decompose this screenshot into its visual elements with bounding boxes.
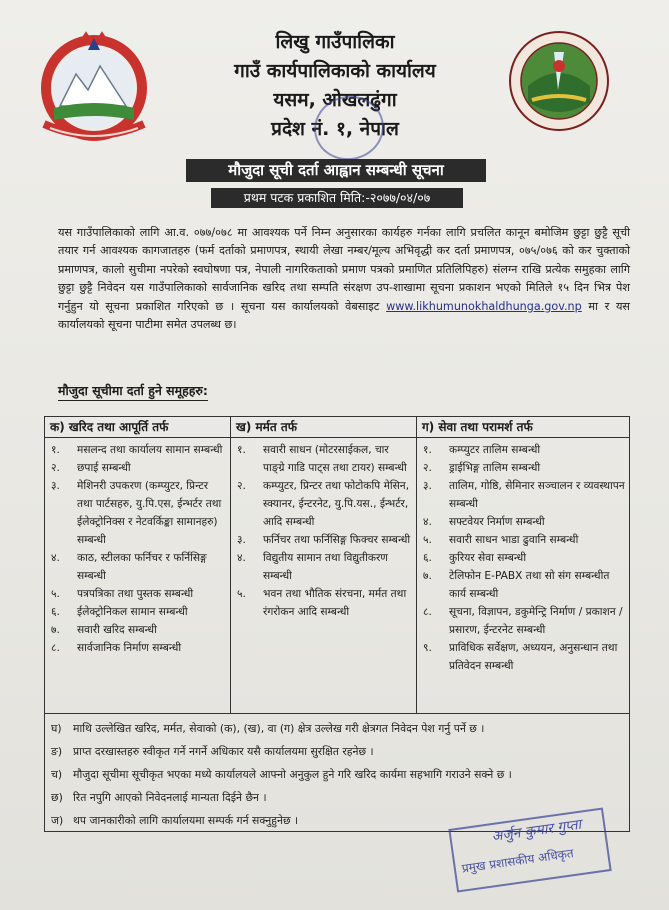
list-item [49,621,226,639]
list-item [49,549,226,585]
list-item [235,549,412,585]
list-item [235,441,412,477]
item-number: ४. [423,516,432,528]
item-text: विद्युतीय सामान तथा विद्युतीकरण सम्बन्धी [263,552,388,582]
list-item [421,459,625,477]
note-text: मौजुदा सूचीमा सूचीकृत भएका मध्ये कार्यालयले आफ्नो अनुकुल हुने गरि खरिद कार्यमा सहभागि गराउने सक्ने छ । [73,768,512,781]
note-label: घ) [51,722,62,735]
signatory-name: अर्जुन कुमार गुप्ता [490,816,583,846]
item-number: ५. [51,588,60,600]
column-services [417,417,629,713]
notice-body [58,224,630,334]
publish-date: प्रथम पटक प्रकाशित मिति:-२०७७/०४/०७ [211,188,463,208]
item-number: ९. [423,642,432,654]
note-label: च) [51,768,63,781]
item-list [231,438,416,621]
body-text-end: मा र यस कार्यालयको सूचना पाटीमा समेत उपलब्ध छ। [58,299,630,332]
note-label: ज) [51,814,64,827]
note-row [45,740,629,763]
item-text: कम्प्युटर, प्रिन्टर तथा फोटोकपि मेसिन, स्क्यानर, ईन्टरनेट, यु.पि.यस., ईन्भर्टर, आदि सम्बन्धी [263,480,410,528]
item-list [45,438,230,657]
note-text: प्राप्त दरखास्तहरु स्वीकृत गर्ने नगर्ने अधिकार यसै कार्यालयमा सुरक्षित रहनेछ । [73,745,374,758]
note-text: रित नपुगि आएको निवेदनलाई मान्यता दिईने छैन । [73,791,267,804]
item-text: भवन तथा भौतिक संरचना, मर्मत तथा रंगरोकन आदि सम्बन्धी [263,588,407,618]
item-text: ड्राईभिङ्ग तालिम सम्बन्धी [449,462,541,474]
list-item [235,531,412,549]
note-row [45,717,629,740]
item-text: मसलन्द तथा कार्यालय सामान सम्बन्धी [77,444,223,456]
note-text: माथि उल्लेखित खरिद, मर्मत, सेवाको (क), (ख), वा (ग) क्षेत्र उल्लेख गरी क्षेत्रगत निवेदन पेश गर्नु पर्ने छ । [73,722,485,735]
list-item [421,567,625,603]
item-list [417,438,629,675]
list-item [235,477,412,531]
column-procurement [45,417,231,713]
item-number: २. [237,480,246,492]
item-text: सफ्टवेयर निर्माण सम्बन्धी [449,516,545,528]
item-text: कम्प्युटर तालिम सम्बन्धी [449,444,541,456]
item-number: ५. [423,534,432,546]
note-row [45,763,629,786]
list-item [421,639,625,675]
note-label: ङ) [51,745,63,758]
item-text: पत्रपत्रिका तथा पुस्तक सम्बन्धी [77,588,194,600]
column-heading: ख) मर्मत तर्फ [231,417,416,438]
item-text: सार्वजानिक निर्माण सम्बन्धी [77,642,182,654]
notice-title-text: मौजुदा सूची दर्ता आह्वान सम्बन्धी सूचना [228,161,444,179]
item-text: तालिम, गोष्ठि, सेमिनार सञ्चालन र व्यवस्थापन सम्बन्धी [449,480,625,510]
list-item [49,477,226,549]
item-text: प्राविधिक सर्वेक्षण, अध्ययन, अनुसन्धान तथा प्रतिवेदन सम्बन्धी [449,642,618,672]
item-number: ६. [423,552,432,564]
office-location: यसम, ओखलढुंगा [273,89,397,111]
item-number: ८. [423,606,432,618]
item-text: मेशिनरी उपकरण (कम्प्युटर, प्रिन्टर तथा पार्टसहरु, यु.पि.एस, ईन्भर्टर तथा ईलेक्ट्रोनिक्स र नेटवर्किङ्का सामानहरु) सम्बन्धी [77,480,222,546]
municipality-logo-icon [508,30,610,132]
item-text: सवारी खरिद सम्बन्धी [77,624,157,636]
website-link[interactable]: www.likhumunokhaldhunga.gov.np [386,299,582,313]
item-number: ८. [51,642,60,654]
item-number: ३. [423,480,432,492]
list-item [421,549,625,567]
list-item [421,603,625,639]
item-number: १. [51,444,60,456]
item-number: १. [423,444,432,456]
item-text: सूचना, विज्ञापन, डकुमेन्ट्रि निर्माण / प्रकाशन / प्रसारण, ईन्टरनेट सम्बन्धी [449,606,623,636]
notice-title [186,159,486,182]
province-line: प्रदेश नं. १, नेपाल [271,118,399,140]
note-row [45,786,629,809]
list-item [49,603,226,621]
item-number: ६. [51,606,60,618]
groups-heading: मौजुदा सूचीमा दर्ता हुने समूहहरु: [58,382,208,401]
item-number: २. [423,462,432,474]
item-number: ३. [237,534,246,546]
column-repair [231,417,417,713]
body-text-main: यस गाउँपालिकाको लागि आ.व. ०७७/०७८ मा आवश्यक पर्ने निम्न अनुसारका कार्यहरु गर्नका लागि प्रचलित कानून बमोजिम छुट्टा छुट्टै सूची तयार गर्न आवश्यक कागजातहरु (फर्म दर्ताको प्रमाणपत्र, स्थायी लेखा नम्बर/मूल्य अभिवृद्धी कर दर्ता प्रमाणपत्र, ०७५/०७६ को कर चुक्ताको प्रमाणपत्र, कालो सुचीमा नपरेको स्वघोषणा पत्र, नेपाली नागरिकताको प्रमाण पत्रको प्रमाणित प्रतिलिपिहरु) संलग्न राखि प्रत्येक समुहका लागि छुट्टा छुट्टै निवेदन यस गाउँपालिकाको सार्वजानिक खरिद तथा सम्पति संरक्षण उप-शाखामा सूचना प्रकाशन भएको मितिले १५ दिन भित्र पेश गर्नुहुन यो सूचना प्रकाशित गरिएको छ । सूचना यस कार्यालयको वेबसाइट [58,226,630,313]
list-item [421,441,625,459]
list-item [49,459,226,477]
groups-table [44,416,630,832]
nepal-emblem-icon [30,28,158,146]
notes-section [45,713,629,832]
item-text: टेलिफोन E-PABX तथा सो संग सम्बन्धीत कार्य सम्बन्धी [449,570,610,600]
item-text: छपाई सम्बन्धी [77,462,131,474]
item-text: फर्निचर तथा फर्निसिङ्ग फिक्चर सम्बन्धी [263,534,411,546]
item-text: ईलेक्ट्रोनिकल सामान सम्बन्धी [77,606,188,618]
list-item [49,639,226,657]
item-number: ७. [423,570,432,582]
column-heading: क) खरिद तथा आपूर्ति तर्फ [45,417,230,438]
item-number: ४. [51,552,60,564]
item-number: ५. [237,588,246,600]
item-text: कुरियर सेवा सम्बन्धी [449,552,527,564]
item-number: ७. [51,624,60,636]
item-number: ३. [51,480,60,492]
item-text: सवारी साधन भाडा ढुवानि सम्बन्धी [449,534,579,546]
column-heading: ग) सेवा तथा परामर्श तर्फ [417,417,629,438]
item-number: २. [51,462,60,474]
list-item [49,585,226,603]
list-item [49,441,226,459]
item-number: १. [237,444,246,456]
list-item [235,585,412,621]
municipality-name: लिखु गाउँपालिका [275,31,395,53]
note-text: थप जानकारीको लागि कार्यालयमा सम्पर्क गर्न सक्नुहुनेछ । [73,814,299,827]
item-number: ४. [237,552,246,564]
item-text: काठ, स्टीलका फर्निचर र फर्निसिङ्ग सम्बन्धी [77,552,207,582]
note-label: छ) [51,791,63,804]
list-item [421,477,625,513]
item-text: सवारी साधन (मोटरसाईकल, चार पाङ्ग्रे गाडि पाट्स तथा टायर) सम्बन्धी [263,444,407,474]
list-item [421,531,625,549]
office-name: गाउँ कार्यपालिकाको कार्यालय [234,60,436,82]
list-item [421,513,625,531]
signatory-designation: प्रमुख प्रशासकीय अधिकृत [460,846,575,876]
